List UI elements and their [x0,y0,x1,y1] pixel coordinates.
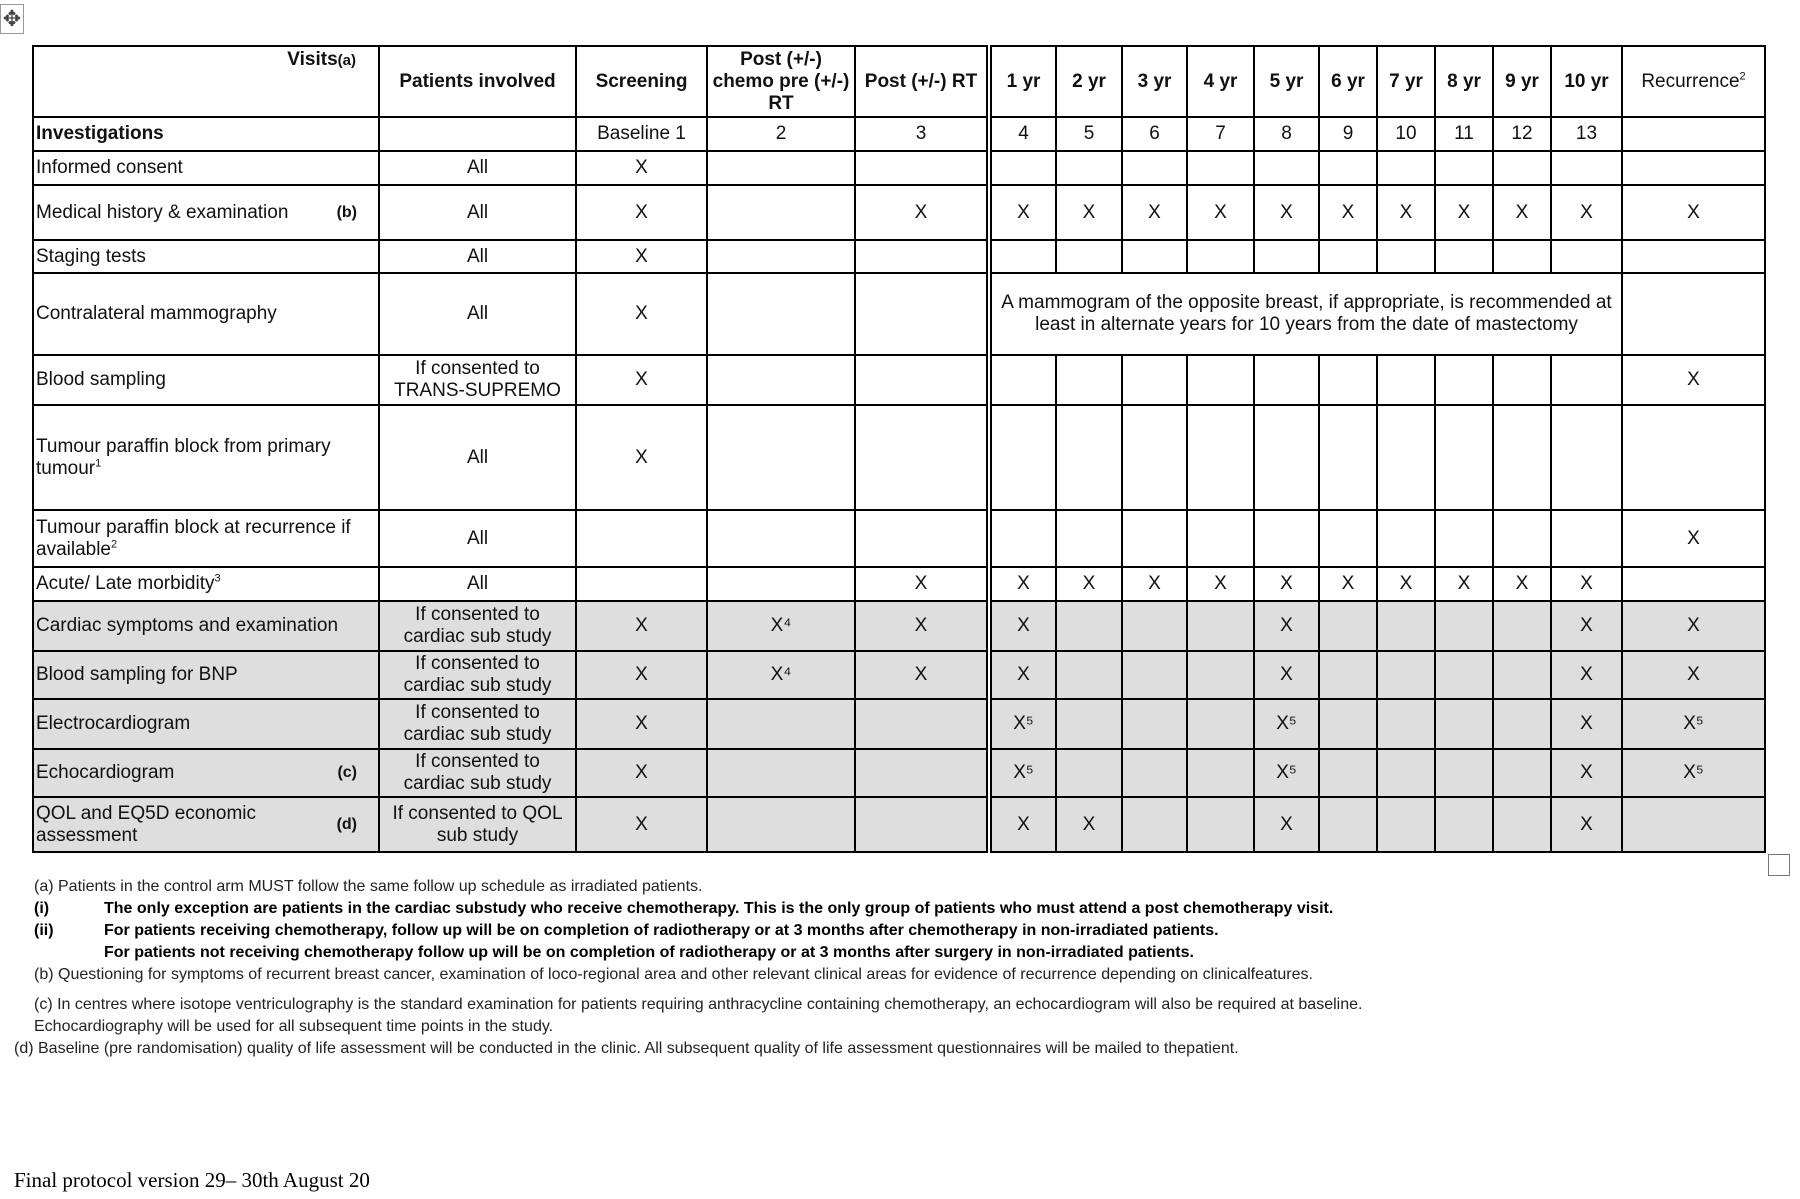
note-c-continued: Echocardiography will be used for all subsequent time points in the study. [34,1018,554,1035]
visit-cell [1187,240,1254,273]
visit-cell [707,405,855,510]
visit-cell: X [1551,651,1622,699]
visit-cell: X⁵ [1254,699,1319,749]
year-header: 7 yr [1377,46,1435,117]
visit-cell [1122,355,1187,405]
visit-cell [1551,151,1622,185]
visit-cell [855,273,989,355]
footnotes [14,876,1754,1060]
visit-cell [855,699,989,749]
investigation-label: Staging tests [33,240,379,273]
visit-cell [1435,151,1493,185]
patients-involved-cell: If consented to cardiac sub study [379,749,576,797]
visit-cell [1319,151,1377,185]
visit-cell [855,240,989,273]
visit-cell: X [1493,567,1551,601]
visit-cell [576,510,707,567]
post-chemo-header: Post (+/-) chemo pre (+/-) RT [707,46,855,117]
visit-cell [1254,355,1319,405]
visit-cell [1122,699,1187,749]
investigation-label: Blood sampling for BNP [33,651,379,699]
visit-cell [989,151,1056,185]
investigation-row [33,185,1765,240]
visit-cell: X [1056,185,1122,240]
year-header: 2 yr [1056,46,1122,117]
visit-cell: X [1319,185,1377,240]
visit-cell [855,510,989,567]
investigation-row [33,273,1765,355]
year-header: 5 yr [1254,46,1319,117]
visit-cell [855,405,989,510]
visit-cell [1622,567,1765,601]
visit-cell [855,797,989,852]
visit-cell: X [989,651,1056,699]
investigation-label: Cardiac symptoms and examination [33,601,379,651]
visit-cell: X [576,240,707,273]
year-header: 1 yr [989,46,1056,117]
investigation-row [33,240,1765,273]
visit-cell: X [1377,185,1435,240]
visit-cell [1493,797,1551,852]
visit-cell [1187,405,1254,510]
visit-cell: X [576,749,707,797]
year-header: 6 yr [1319,46,1377,117]
visit-cell [1056,699,1122,749]
visit-cell [1435,699,1493,749]
visit-cell: X [1319,567,1377,601]
visit-cell [1551,355,1622,405]
visit-cell: X [576,797,707,852]
investigation-label: Acute/ Late morbidity$^3$ [33,567,379,601]
visit-cell [1187,651,1254,699]
investigation-label: Blood sampling [33,355,379,405]
visit-cell: X [1551,699,1622,749]
visit-cell: X [1622,355,1765,405]
visit-cell: X [1622,185,1765,240]
visit-cell: X [1622,601,1765,651]
visit-cell: X [576,699,707,749]
visit-cell [1122,510,1187,567]
visit-cell: X [855,185,989,240]
visit-cell [1319,651,1377,699]
visit-cell [1377,749,1435,797]
visit-cell [1622,405,1765,510]
investigations-header: Investigations [33,117,379,151]
visit-cell: X⁵ [1622,699,1765,749]
visit-cell [989,240,1056,273]
visit-number-cell [379,117,576,151]
visit-cell [1435,749,1493,797]
visit-number-cell [1622,117,1765,151]
visit-cell [1377,601,1435,651]
visit-cell [1493,355,1551,405]
visit-cell [1493,699,1551,749]
visit-cell: X [855,601,989,651]
visit-cell [1435,510,1493,567]
visit-cell [1435,355,1493,405]
visit-cell: X⁵ [1254,749,1319,797]
patients-involved-cell: All [379,567,576,601]
visit-cell [1056,651,1122,699]
visit-cell [1622,240,1765,273]
visit-number-cell: 8 [1254,117,1319,151]
visit-cell: X [1187,185,1254,240]
visit-cell: X [989,797,1056,852]
visit-cell [1319,405,1377,510]
visit-cell [707,797,855,852]
visit-cell: X [1056,567,1122,601]
visit-cell: X [1122,567,1187,601]
visit-number-cell: 13 [1551,117,1622,151]
visit-cell [1187,601,1254,651]
visit-cell: X [1187,567,1254,601]
visit-cell: X [576,185,707,240]
investigation-row [33,567,1765,601]
visit-cell [1493,510,1551,567]
visit-cell [1319,240,1377,273]
patients-involved-cell: If consented to QOL sub study [379,797,576,852]
visit-cell [1377,355,1435,405]
visit-cell [576,567,707,601]
year-header: 9 yr [1493,46,1551,117]
table-move-handle-icon[interactable]: ✥ [0,4,24,34]
visit-cell: X [576,355,707,405]
patients-involved-cell: If consented to TRANS-SUPREMO [379,355,576,405]
visit-cell [1377,699,1435,749]
visit-cell [1187,749,1254,797]
visit-cell: X [1435,185,1493,240]
visit-cell: X [1435,567,1493,601]
visit-cell [1254,510,1319,567]
visit-cell [855,151,989,185]
recurrence-header: Recurrence$^2$ [1622,46,1765,117]
investigation-row [33,601,1765,651]
visit-cell [1551,240,1622,273]
investigation-row [33,699,1765,749]
visit-cell: X [576,405,707,510]
patients-involved-cell: All [379,510,576,567]
visit-number-cell: 9 [1319,117,1377,151]
year-header: 10 yr [1551,46,1622,117]
visit-cell: X [989,185,1056,240]
patients-involved-cell: If consented to cardiac sub study [379,699,576,749]
visit-cell [1122,151,1187,185]
visit-cell [1319,749,1377,797]
visit-cell [1122,601,1187,651]
visit-cell: X [1254,567,1319,601]
visit-cell [1254,405,1319,510]
visit-cell [1187,797,1254,852]
patients-involved-cell: All [379,273,576,355]
investigation-label: Echocardiogram (c) [33,749,379,797]
visit-number-cell: 2 [707,117,855,151]
header-row [33,46,1765,117]
post-rt-header: Post (+/-) RT [855,46,989,117]
visits-header: Visits(a) [33,46,379,117]
visit-cell: X [1493,185,1551,240]
visit-number-row [33,117,1765,151]
visit-cell [707,240,855,273]
investigation-label: QOL and EQ5D economic assessment (d) [33,797,379,852]
visit-number-cell: 4 [989,117,1056,151]
visit-number-cell: 6 [1122,117,1187,151]
visit-cell: X [1551,567,1622,601]
investigation-label: Tumour paraffin block at recurrence if available$^2$ [33,510,379,567]
visit-cell: X [576,651,707,699]
visit-cell [1187,699,1254,749]
visit-number-cell: 3 [855,117,989,151]
visit-cell [1254,151,1319,185]
visit-number-cell: 5 [1056,117,1122,151]
visit-cell [855,749,989,797]
note-i: (i) The only exception are patients in the cardiac substudy who receive chemotherapy. This is the only group of patients who must attend a post chemotherapy visit. [34,900,1334,917]
visit-cell [1056,240,1122,273]
visit-cell: X [989,567,1056,601]
patients-involved-cell: All [379,185,576,240]
visit-cell: X [1551,601,1622,651]
visit-number-cell: Baseline 1 [576,117,707,151]
visit-cell: X [1122,185,1187,240]
visit-cell [1056,510,1122,567]
visit-cell [1493,151,1551,185]
visit-cell [1122,651,1187,699]
visit-cell [1056,151,1122,185]
year-header: 8 yr [1435,46,1493,117]
visit-cell: X⁵ [989,699,1056,749]
visit-cell [1551,405,1622,510]
investigation-label: Medical history & examination (b) [33,185,379,240]
investigation-label: Tumour paraffin block from primary tumour$^1$ [33,405,379,510]
visit-number-cell: 7 [1187,117,1254,151]
visit-cell: X [1056,797,1122,852]
visit-cell: X⁵ [1622,749,1765,797]
visit-cell: X [576,151,707,185]
visit-cell [855,355,989,405]
visit-cell [1377,405,1435,510]
visit-cell: X [1622,651,1765,699]
visit-cell [989,510,1056,567]
visit-cell [1493,405,1551,510]
patients-involved-cell: All [379,151,576,185]
visit-cell [1435,797,1493,852]
mammography-note-cell: A mammogram of the opposite breast, if appropriate, is recommended at least in alternate years for 10 years from the date of mastectomy [989,273,1622,355]
investigation-row [33,749,1765,797]
visit-cell: X [1551,797,1622,852]
visit-cell [1122,749,1187,797]
visit-cell: X⁴ [707,601,855,651]
year-header: 3 yr [1122,46,1187,117]
visit-cell [707,273,855,355]
year-header: 4 yr [1187,46,1254,117]
note-b: (b) Questioning for symptoms of recurrent breast cancer, examination of loco-regional area and other relevant clinical areas for evidence of recurrence depending on clinicalfeatures. [34,966,1313,983]
visit-cell [1493,651,1551,699]
visit-cell [707,185,855,240]
visit-cell [1319,355,1377,405]
screening-header: Screening [576,46,707,117]
visit-cell: X [1551,749,1622,797]
note-a: (a) Patients in the control arm MUST follow the same follow up schedule as irradiated patients. [34,878,703,895]
note-c: (c) In centres where isotope ventriculography is the standard examination for patients requiring anthracycline containing chemotherapy, an echocardiogram will also be required at baseline. [34,996,1363,1013]
visit-cell [1319,601,1377,651]
visit-cell: X [1254,651,1319,699]
visit-cell [1435,240,1493,273]
visit-cell [707,699,855,749]
visit-cell [1622,273,1765,355]
visit-cell [1056,405,1122,510]
investigation-row [33,355,1765,405]
visit-cell: X [576,601,707,651]
visit-cell [1493,749,1551,797]
visit-cell: X [1622,510,1765,567]
visit-cell [1056,355,1122,405]
visit-cell: X [855,651,989,699]
visit-cell [1056,749,1122,797]
visit-cell [707,510,855,567]
visit-cell [1319,699,1377,749]
visit-cell: X [1377,567,1435,601]
visit-cell [1319,797,1377,852]
visit-cell: X [1254,185,1319,240]
patients-involved-cell: If consented to cardiac sub study [379,651,576,699]
visit-number-cell: 11 [1435,117,1493,151]
patients-involved-header: Patients involved [379,46,576,117]
visit-cell [1187,151,1254,185]
visit-cell [1377,510,1435,567]
visit-cell [1377,240,1435,273]
visit-cell [1435,601,1493,651]
visit-cell [1187,355,1254,405]
visit-cell [707,749,855,797]
note-ii-b: For patients not receiving chemotherapy follow up will be on completion of radiotherapy or at 3 months after surgery in non-irradiated patients. [104,944,1194,961]
visit-cell: X [989,601,1056,651]
investigation-row [33,510,1765,567]
note-ii: (ii) For patients receiving chemotherapy, follow up will be on completion of radiotherapy or at 3 months after chemotherapy in non-irradiated patients. [34,922,1219,939]
investigation-row [33,151,1765,185]
visit-cell: X [1551,185,1622,240]
visit-cell [1254,240,1319,273]
visit-cell [1493,240,1551,273]
visit-cell [707,567,855,601]
visit-cell [1122,405,1187,510]
patients-involved-cell: All [379,240,576,273]
visit-cell: X [576,273,707,355]
visit-cell: X [1254,601,1319,651]
visit-cell [1377,151,1435,185]
visit-cell: X [1254,797,1319,852]
note-d: (d) Baseline (pre randomisation) quality of life assessment will be conducted in the clinic. All subsequent quality of life assessment questionnaires will be mailed to thepatient. [14,1040,1239,1057]
visit-cell [1493,601,1551,651]
footer-version: Final protocol version 29– 30th August 20 [14,1168,370,1192]
visit-cell [1187,510,1254,567]
visit-cell: X⁵ [989,749,1056,797]
visit-cell [1551,510,1622,567]
visit-number-cell: 12 [1493,117,1551,151]
visit-cell [1056,601,1122,651]
investigation-row [33,797,1765,852]
visit-cell: X [855,567,989,601]
table-resize-handle[interactable] [1768,854,1790,876]
visit-cell [989,405,1056,510]
visit-cell [1377,651,1435,699]
visit-cell [989,355,1056,405]
visit-cell [1622,797,1765,852]
visit-cell [1435,651,1493,699]
schedule-table [32,45,1766,853]
visit-cell [1122,240,1187,273]
visit-cell [1319,510,1377,567]
visit-number-cell: 10 [1377,117,1435,151]
investigation-label: Informed consent [33,151,379,185]
visit-cell [707,355,855,405]
investigation-row [33,651,1765,699]
visit-cell [1377,797,1435,852]
visit-cell [707,151,855,185]
patients-involved-cell: All [379,405,576,510]
visit-cell [1122,797,1187,852]
visit-cell: X⁴ [707,651,855,699]
patients-involved-cell: If consented to cardiac sub study [379,601,576,651]
visit-cell [1435,405,1493,510]
visit-cell [1622,151,1765,185]
investigation-row [33,405,1765,510]
investigation-label: Contralateral mammography [33,273,379,355]
investigation-label: Electrocardiogram [33,699,379,749]
